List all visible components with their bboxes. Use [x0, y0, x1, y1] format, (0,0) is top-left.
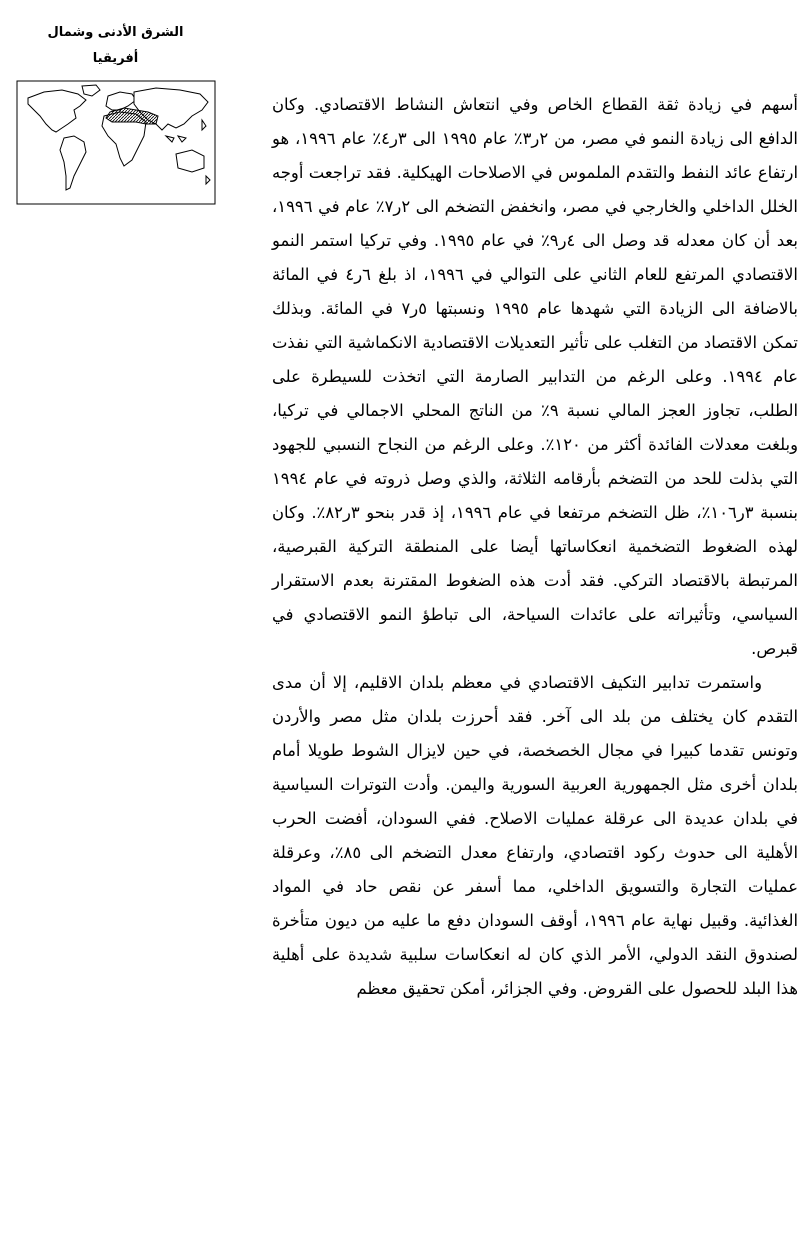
world-map-icon: [16, 80, 216, 205]
region-title-line1: الشرق الأدنى وشمال: [47, 25, 184, 40]
region-title: [8, 20, 223, 72]
map-australia: [176, 150, 204, 172]
region-title-line2: أفريقيا: [92, 51, 139, 66]
map-greenland: [82, 85, 100, 96]
article-paragraph-2: واستمرت تدابير التكيف الاقتصادي في معظم بلدان الاقليم، إلا أن مدى التقدم كان يختلف من بلد الى آخر. فقد أحرزت بلدان مثل مصر والأردن وتونس تقدما كبيرا في مجال الخصخصة، في حين لايزال الشوط طويلا أمام بلدان أخرى مثل الجمهورية العربية السورية واليمن. وأدت التوترات السياسية في بلدان عديدة الى عرقلة عمليات الاصلاح. ففي السودان، أفضت الحرب الأهلية الى حدوث ركود اقتصادي، وارتفاع معدل التضخم الى ٨٥٪، وعرقلة عمليات التجارة والتسويق الداخلي، مما أسفر عن نقص حاد في المواد الغذائية. وقبيل نهاية عام ١٩٩٦، أوقف السودان دفع ما عليه من ديون متأخرة لصندوق النقد الدولي، الأمر الذي كان له انعكاسات سلبية شديدة على أهلية هذا البلد للحصول على القروض. وفي الجزائر، أمكن تحقيق معظم: [272, 673, 798, 998]
map-south-america: [60, 136, 86, 190]
sidebar-region-box: [8, 20, 223, 205]
article-paragraph-1: أسهم في زيادة ثقة القطاع الخاص وفي انتعاش النشاط الاقتصادي. وكان الدافع الى زيادة النمو في مصر، من ٢ر٣٪ عام ١٩٩٥ الى ٣ر٤٪ عام ١٩٩٦، هو ارتفاع عائد النفط والتقدم الملموس في الاصلاحات الهيكلية. فقد تراجعت أوجه الخلل الداخلي والخارجي في مصر، وانخفض التضخم الى ٢ر٧٪ عام في ١٩٩٦، بعد أن كان معدله قد وصل الى ٤ر٩٪ في عام ١٩٩٥. وفي تركيا استمر النمو الاقتصادي المرتفع للعام الثاني على التوالي في ١٩٩٦، اذ بلغ ٦ر٤ في المائة بالاضافة الى الزيادة التي شهدها عام ١٩٩٥ ونسبتها ٥ر٧ في المائة. وبذلك تمكن الاقتصاد من التغلب على تأثير التعديلات الاقتصادية الانكماشية التي نفذت عام ١٩٩٤. وعلى الرغم من التدابير الصارمة التي اتخذت للسيطرة على الطلب، تجاوز العجز المالي نسبة ٩٪ من الناتج المحلي الاجمالي في تركيا، وبلغت معدلات الفائدة أكثر من ١٢٠٪. وعلى الرغم من النجاح النسبي للجهود التي بذلت للحد من التضخم بأرقامه الثلاثة، والذي وصل ذروته في عام ١٩٩٤ بنسبة ٣ر١٠٦٪، ظل التضخم مرتفعا في عام ١٩٩٦، إذ قدر بنحو ٣ر٨٢٪. وكان لهذه الضغوط التضخمية انعكاساتها أيضا على المنطقة التركية القبرصية، المرتبطة بالاقتصاد التركي. فقد أدت هذه الضغوط المقترنة بعدم الاستقرار السياسي، وتأثيراته على عائدات السياحة، الى تباطؤ النمو الاقتصادي في قبرص.: [272, 95, 799, 658]
article-body: [272, 88, 798, 1006]
map-europe: [106, 92, 136, 110]
map-north-america: [28, 90, 86, 132]
